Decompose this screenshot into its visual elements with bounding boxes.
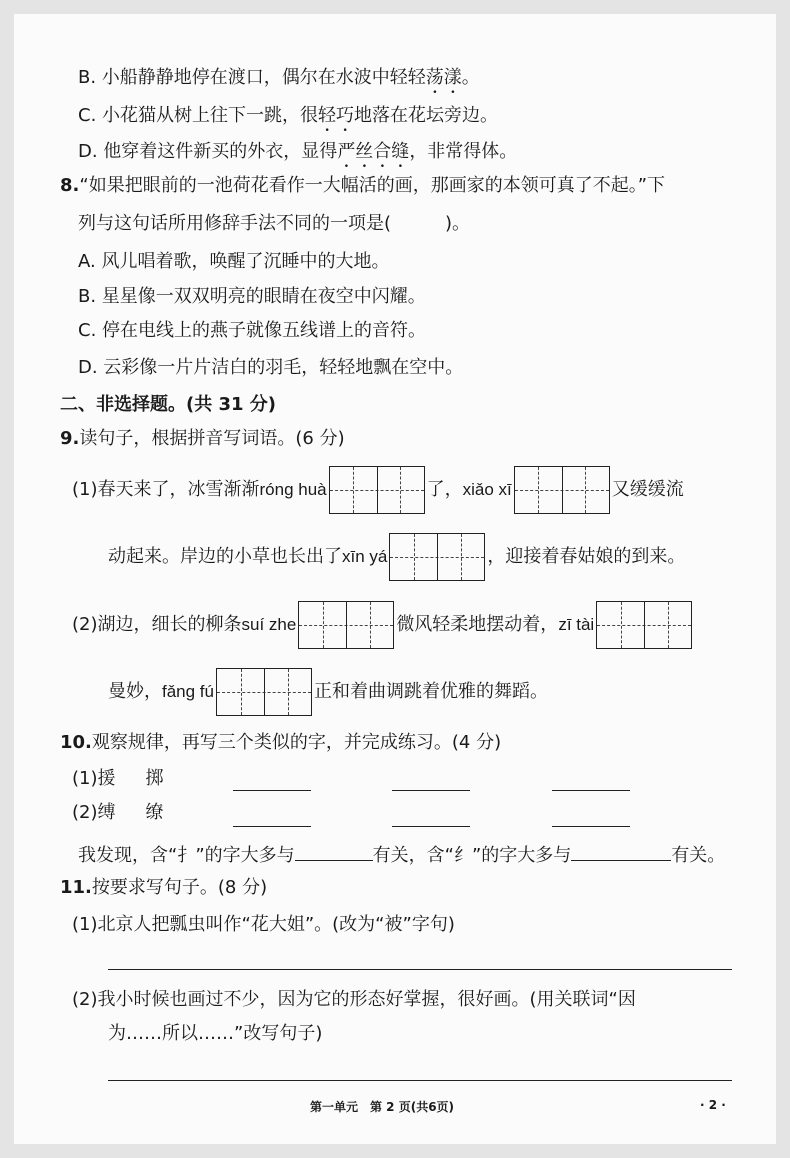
blank-line[interactable] (392, 790, 470, 791)
answer-box[interactable] (389, 533, 485, 581)
q10-discovery: 我发现，含“扌”的字大多与 有关，含“纟”的字大多与 有关。 (78, 842, 725, 868)
answer-line[interactable] (108, 969, 732, 970)
answer-line[interactable] (108, 1080, 732, 1081)
q11-sentence2: (2)我小时候也画过不少，因为它的形态好掌握，很好画。(用关联词“因 (72, 989, 636, 1010)
answer-box[interactable] (514, 466, 610, 514)
footer-page-number: · 2 · (700, 1098, 726, 1112)
q9-part2-line1: (2)湖边，细长的柳条suí zhe 微风轻柔地摆动着，zī tài (72, 599, 694, 651)
q10-row2: (2)缚 缭 (72, 802, 164, 823)
answer-box[interactable] (298, 601, 394, 649)
q8-option-a: A. 风儿唱着歌，唤醒了沉睡中的大地。 (78, 251, 390, 272)
q10-title: 10.观察规律，再写三个类似的字，并完成练习。(4 分) (60, 732, 502, 753)
q11-sentence2-cont: 为……所以……”改写句子) (108, 1023, 323, 1044)
q8-option-b: B. 星星像一双双明亮的眼睛在夜空中闪耀。 (78, 286, 426, 307)
blank-line[interactable] (295, 842, 373, 861)
blank-line[interactable] (571, 842, 671, 861)
q9-part2-line2: 曼妙，fǎng fú 正和着曲调跳着优雅的舞蹈。 (108, 666, 548, 718)
answer-box[interactable] (596, 601, 692, 649)
q8-option-d: D. 云彩像一片片洁白的羽毛，轻轻地飘在空中。 (78, 357, 464, 378)
q9-part1-line1: (1)春天来了，冰雪渐渐róng huà 了，xiǎo xī 又缓缓流 (72, 464, 684, 516)
q7-option-d: D. 他穿着这件新买的外衣，显得严丝合缝，非常得体。 (78, 141, 518, 162)
q9-title: 9.读句子，根据拼音写词语。(6 分) (60, 428, 345, 449)
blank-line[interactable] (552, 826, 630, 827)
q11-title: 11.按要求写句子。(8 分) (60, 877, 268, 898)
q7-option-c: C. 小花猫从树上往下一跳，很轻巧地落在花坛旁边。 (78, 105, 499, 126)
q10-row1: (1)援 掷 (72, 768, 164, 789)
q7-option-b: B. 小船静静地停在渡口，偶尔在水波中轻轻荡漾。 (78, 67, 480, 88)
answer-box[interactable] (329, 466, 425, 514)
q9-part1-line2: 动起来。岸边的小草也长出了xīn yá ，迎接着春姑娘的到来。 (108, 531, 685, 583)
footer-unit-page: 第一单元 第 2 页(共6页) (310, 1100, 455, 1114)
blank-line[interactable] (392, 826, 470, 827)
blank-line[interactable] (233, 826, 311, 827)
q8-stem-cont: 列与这句话所用修辞手法不同的一项是( )。 (78, 213, 471, 234)
section-heading: 二、非选择题。(共 31 分) (60, 394, 277, 415)
q11-sentence1: (1)北京人把瓢虫叫作“花大姐”。(改为“被”字句) (72, 914, 455, 935)
answer-box[interactable] (216, 668, 312, 716)
blank-line[interactable] (233, 790, 311, 791)
blank-line[interactable] (552, 790, 630, 791)
q8-stem: 8.“如果把眼前的一池荷花看作一大幅活的画，那画家的本领可真了不起。”下 (60, 175, 666, 196)
q8-option-c: C. 停在电线上的燕子就像五线谱上的音符。 (78, 320, 427, 341)
